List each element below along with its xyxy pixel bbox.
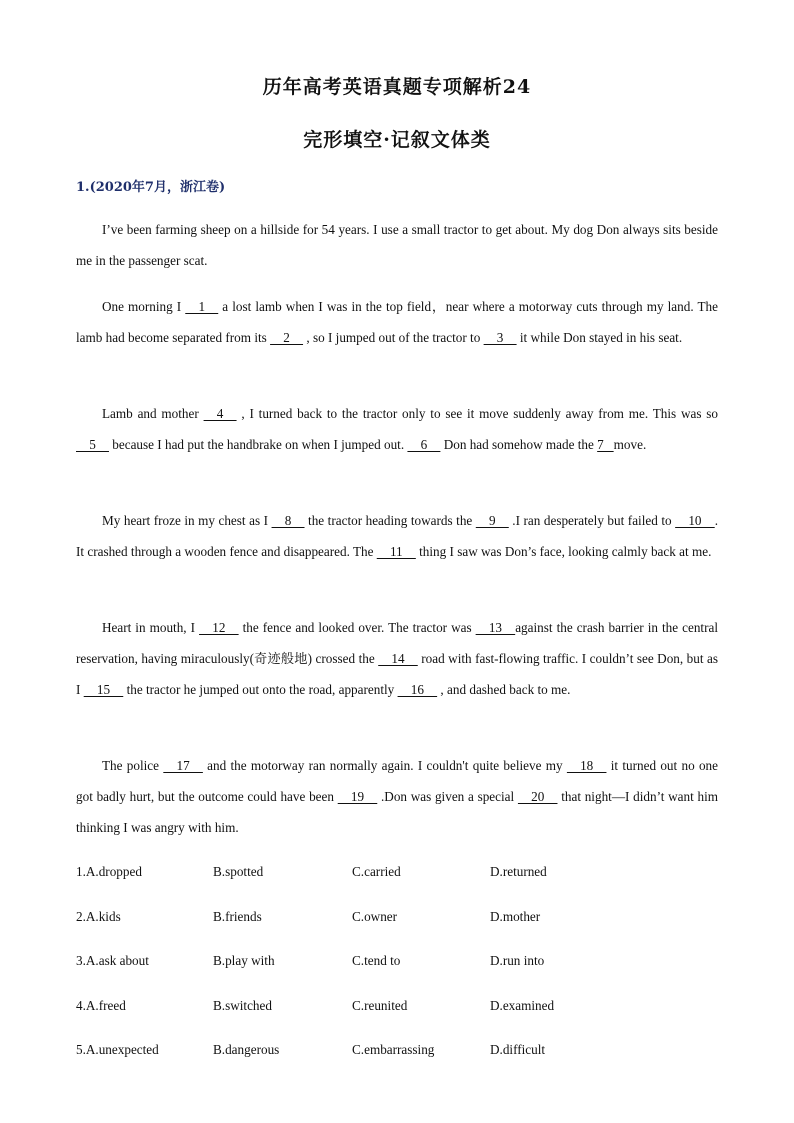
blank-2: 2 bbox=[270, 330, 304, 345]
question-heading: 1.(2020年7月，浙江卷) bbox=[76, 180, 226, 195]
blank-11: 11 bbox=[376, 544, 416, 559]
blank-15: 15 bbox=[83, 682, 124, 697]
option-b: B.play with bbox=[213, 953, 275, 968]
option-b: B.dangerous bbox=[213, 1042, 280, 1057]
paragraph-text: My heart froze in my chest as I bbox=[102, 513, 272, 528]
passage-paragraph-6 bbox=[76, 750, 718, 843]
document-subtitle: 完形填空·记叙文体类 bbox=[303, 129, 491, 151]
passage-paragraph-3 bbox=[76, 398, 718, 460]
option-d: D.difficult bbox=[490, 1042, 546, 1057]
paragraph-text: because I had put the handbrake on when I jumped out. bbox=[108, 437, 408, 452]
paragraph-text: , and dashed back to me. bbox=[437, 682, 571, 697]
passage-paragraph-2 bbox=[76, 291, 718, 353]
paragraph-text: and the motorway ran normally again. I couldn't quite believe my bbox=[202, 758, 567, 773]
option-c: C.reunited bbox=[352, 997, 408, 1013]
blank-8: 8 bbox=[271, 513, 305, 528]
passage-paragraph-5 bbox=[76, 612, 718, 705]
option-b: B.friends bbox=[213, 908, 262, 924]
blank-18: 18 bbox=[566, 758, 607, 773]
option-d: D.examined bbox=[490, 997, 555, 1013]
option-c: C.embarrassing bbox=[352, 1042, 435, 1057]
option-c: C.tend to bbox=[352, 953, 401, 968]
paragraph-text: it turned out no one got badly hurt, but the outcome could have been bbox=[76, 758, 718, 804]
blank-17: 17 bbox=[163, 758, 203, 773]
paragraph-text: , so I jumped out of the tractor to bbox=[303, 330, 484, 345]
answer-options bbox=[76, 860, 718, 1083]
options-row-5 bbox=[76, 1038, 718, 1083]
option-a: 5.A.unexpected bbox=[76, 1042, 159, 1057]
paragraph-text: the tractor he jumped out onto the road, apparently bbox=[123, 682, 398, 697]
paragraph-text: the fence and looked over. The tractor was bbox=[238, 620, 476, 635]
options-row-3 bbox=[76, 949, 718, 994]
paragraph-text: , I turned back to the tractor only to see it move suddenly away from me. This was so bbox=[236, 406, 718, 421]
blank-3: 3 bbox=[483, 330, 517, 345]
paragraph-text: One morning I bbox=[102, 299, 186, 314]
paragraph-text: it while Don stayed in his seat. bbox=[516, 330, 683, 345]
paragraph-text: against the crash barrier in the central reservation, having miraculously(奇迹般地) crossed the bbox=[76, 620, 719, 666]
option-a: 3.A.ask about bbox=[76, 953, 149, 968]
options-row-1 bbox=[76, 860, 718, 905]
option-c: C.owner bbox=[352, 908, 398, 924]
blank-9: 9 bbox=[475, 513, 509, 528]
paragraph-text: road with fast-flowing traffic. I couldn’t see Don, but as I bbox=[76, 651, 719, 697]
passage-paragraph-4 bbox=[76, 505, 718, 567]
blank-13: 13 bbox=[475, 620, 516, 635]
blank-4: 4 bbox=[203, 406, 237, 421]
blank-5: 5 bbox=[76, 437, 109, 452]
option-b: B.spotted bbox=[213, 864, 264, 879]
paragraph-text: move. bbox=[613, 437, 647, 452]
document-title: 历年高考英语真题专项解析24 bbox=[262, 76, 532, 98]
option-a: 1.A.dropped bbox=[76, 864, 142, 879]
paragraph-text: I’ve been farming sheep on a hillside for 54 years. I use a small tractor to get about. My dog Don always sits beside me in the passenger scat. bbox=[76, 222, 718, 268]
passage-paragraph-1 bbox=[76, 214, 718, 276]
options-row-4 bbox=[76, 994, 718, 1039]
option-a: 2.A.kids bbox=[76, 908, 121, 924]
option-d: D.returned bbox=[490, 864, 547, 879]
option-b: B.switched bbox=[213, 997, 272, 1013]
blank-12: 12 bbox=[199, 620, 239, 635]
blank-6: 6 bbox=[407, 437, 441, 452]
blank-20: 20 bbox=[517, 789, 558, 804]
paragraph-text: that night—I didn’t want him thinking I was angry with him. bbox=[76, 789, 718, 835]
option-a: 4.A.freed bbox=[76, 997, 126, 1013]
paragraph-text: Heart in mouth, I bbox=[102, 620, 200, 635]
paragraph-text: a lost lamb when I was in the top field，near where a motorway cuts through my land. The lamb had become separated from its bbox=[76, 299, 718, 345]
blank-19: 19 bbox=[337, 789, 378, 804]
paragraph-text: The police bbox=[102, 758, 164, 773]
blank-1: 1 bbox=[185, 299, 219, 314]
paragraph-text: Don had somehow made the bbox=[440, 437, 598, 452]
option-d: D.run into bbox=[490, 953, 545, 968]
paragraph-text: .Don was given a special bbox=[377, 789, 518, 804]
paragraph-text: thing I saw was Don’s face, looking calmly back at me. bbox=[415, 544, 712, 559]
blank-16: 16 bbox=[397, 682, 438, 697]
paragraph-text: the tractor heading towards the bbox=[304, 513, 476, 528]
paragraph-text: Lamb and mother bbox=[102, 406, 204, 421]
options-row-2 bbox=[76, 905, 718, 950]
option-d: D.mother bbox=[490, 908, 541, 924]
paragraph-text: .I ran desperately but failed to bbox=[508, 513, 676, 528]
blank-7: 7 bbox=[597, 437, 614, 452]
blank-14: 14 bbox=[378, 651, 418, 666]
paragraph-text: . It crashed through a wooden fence and disappeared. The bbox=[76, 513, 718, 559]
blank-10: 10 bbox=[675, 513, 715, 528]
option-c: C.carried bbox=[352, 864, 401, 879]
